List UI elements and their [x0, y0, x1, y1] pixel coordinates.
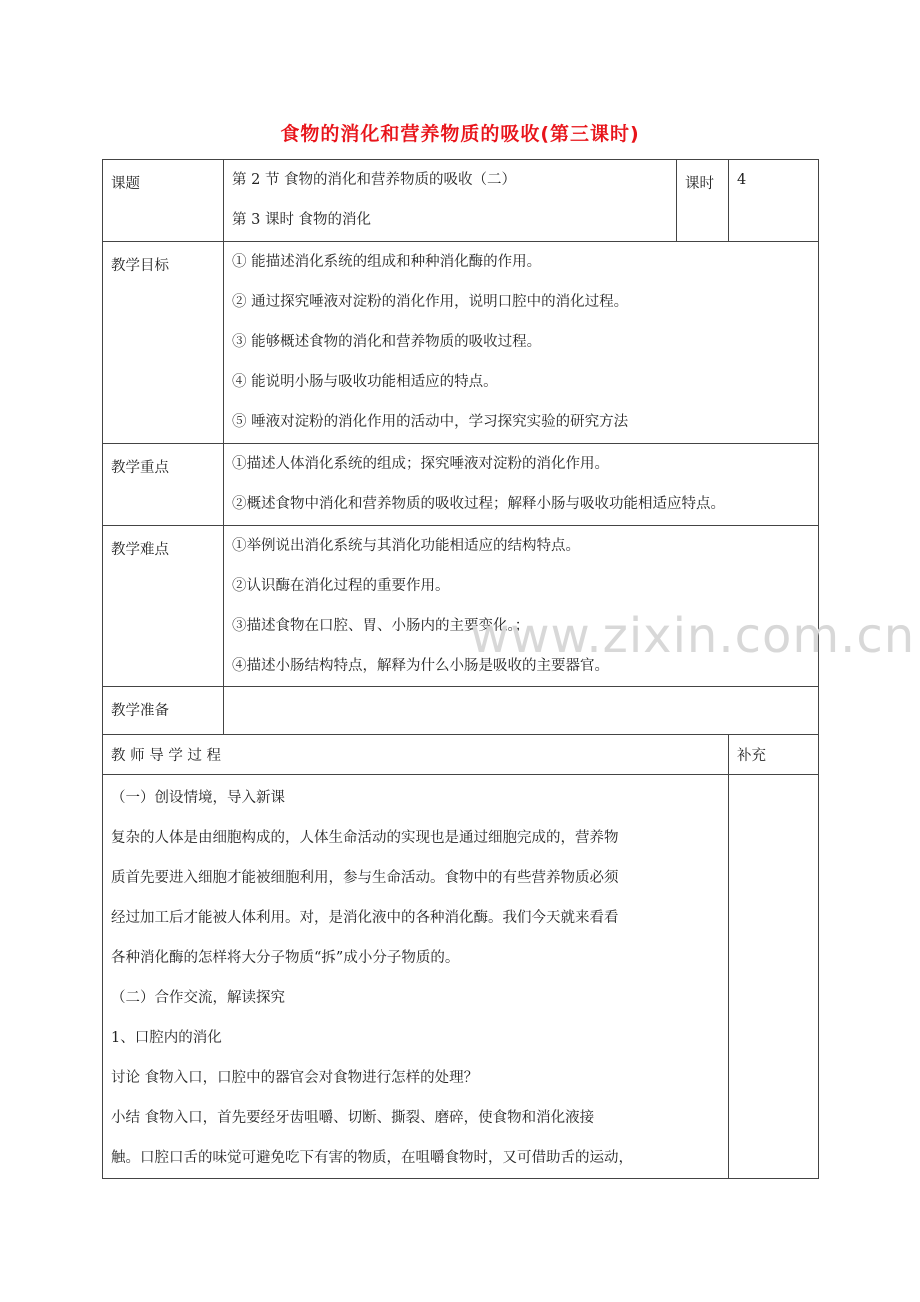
row-topic [103, 160, 819, 242]
topic-line: 第 2 节 食物的消化和营养物质的吸收（二） [232, 172, 517, 188]
process-line: 复杂的人体是由细胞构成的，人体生命活动的实现也是通过细胞完成的，营养物 [111, 830, 619, 846]
difficulty-line: ②认识酶在消化过程的重要作用。 [232, 578, 450, 594]
row-difficulties [103, 526, 819, 687]
process-line: 各种消化酶的怎样将大分子物质“拆”成小分子物质的。 [111, 950, 460, 966]
row-preparation [103, 687, 819, 735]
process-line: 1、口腔内的消化 [111, 1030, 222, 1046]
difficulties-content [224, 526, 819, 687]
process-content [103, 775, 729, 1179]
difficulty-line: ③描述食物在口腔、胃、小肠内的主要变化。； [232, 618, 530, 634]
process-line: 经过加工后才能被人体利用。对，是消化液中的各种消化酶。我们今天就来看看 [111, 910, 619, 926]
goals-content [224, 242, 819, 444]
process-line: （二）合作交流，解读探究 [111, 990, 285, 1006]
label-goals: 教学目标 [103, 242, 224, 444]
goal-line: ③ 能够概述食物的消化和营养物质的吸收过程。 [232, 334, 542, 350]
process-line: 讨论 食物入口，口腔中的器官会对食物进行怎样的处理？ [111, 1070, 479, 1086]
watermark: www.zixin.com.cn [470, 608, 916, 664]
label-key-points: 教学重点 [103, 444, 224, 526]
process-header: 教 师 导 学 过 程 [103, 735, 729, 775]
label-topic: 课题 [103, 160, 224, 242]
key-point-line: ②概述食物中消化和营养物质的吸收过程；解释小肠与吸收功能相适应特点。 [232, 496, 725, 512]
goal-line: ④ 能说明小肠与吸收功能相适应的特点。 [232, 374, 498, 390]
process-line: （一）创设情境，导入新课 [111, 790, 285, 806]
key-points-content [224, 444, 819, 526]
goal-line: ② 通过探究唾液对淀粉的消化作用，说明口腔中的消化过程。 [232, 294, 629, 310]
goal-line: ① 能描述消化系统的组成和种种消化酶的作用。 [232, 254, 542, 270]
supplement-header: 补充 [729, 735, 819, 775]
process-line: 质首先要进入细胞才能被细胞利用，参与生命活动。食物中的有些营养物质必须 [111, 870, 619, 886]
preparation-content [224, 687, 819, 735]
process-line: 小结 食物入口，首先要经牙齿咀嚼、切断、撕裂、磨碎，使食物和消化液接 [111, 1110, 595, 1126]
row-process-body [103, 775, 819, 1179]
key-point-line: ①描述人体消化系统的组成；探究唾液对淀粉的消化作用。 [232, 456, 609, 472]
row-process-header [103, 735, 819, 775]
difficulty-line: ④描述小肠结构特点，解释为什么小肠是吸收的主要器官。 [232, 658, 609, 674]
label-hours: 课时 [677, 160, 729, 242]
topic-line: 第 3 课时 食物的消化 [232, 212, 372, 228]
row-key-points [103, 444, 819, 526]
supplement-content [729, 775, 819, 1179]
hours-value: 4 [729, 160, 819, 242]
label-preparation: 教学准备 [103, 687, 224, 735]
row-goals [103, 242, 819, 444]
goal-line: ⑤ 唾液对淀粉的消化作用的活动中，学习探究实验的研究方法 [232, 414, 629, 430]
process-line: 触。口腔口舌的味觉可避免吃下有害的物质，在咀嚼食物时，又可借助舌的运动， [111, 1150, 633, 1166]
difficulty-line: ①举例说出消化系统与其消化功能相适应的结构特点。 [232, 538, 580, 554]
lesson-plan-table [102, 159, 819, 1179]
document-title: 食物的消化和营养物质的吸收(第三课时) [280, 123, 640, 145]
label-difficulties: 教学难点 [103, 526, 224, 687]
topic-content [224, 160, 677, 242]
